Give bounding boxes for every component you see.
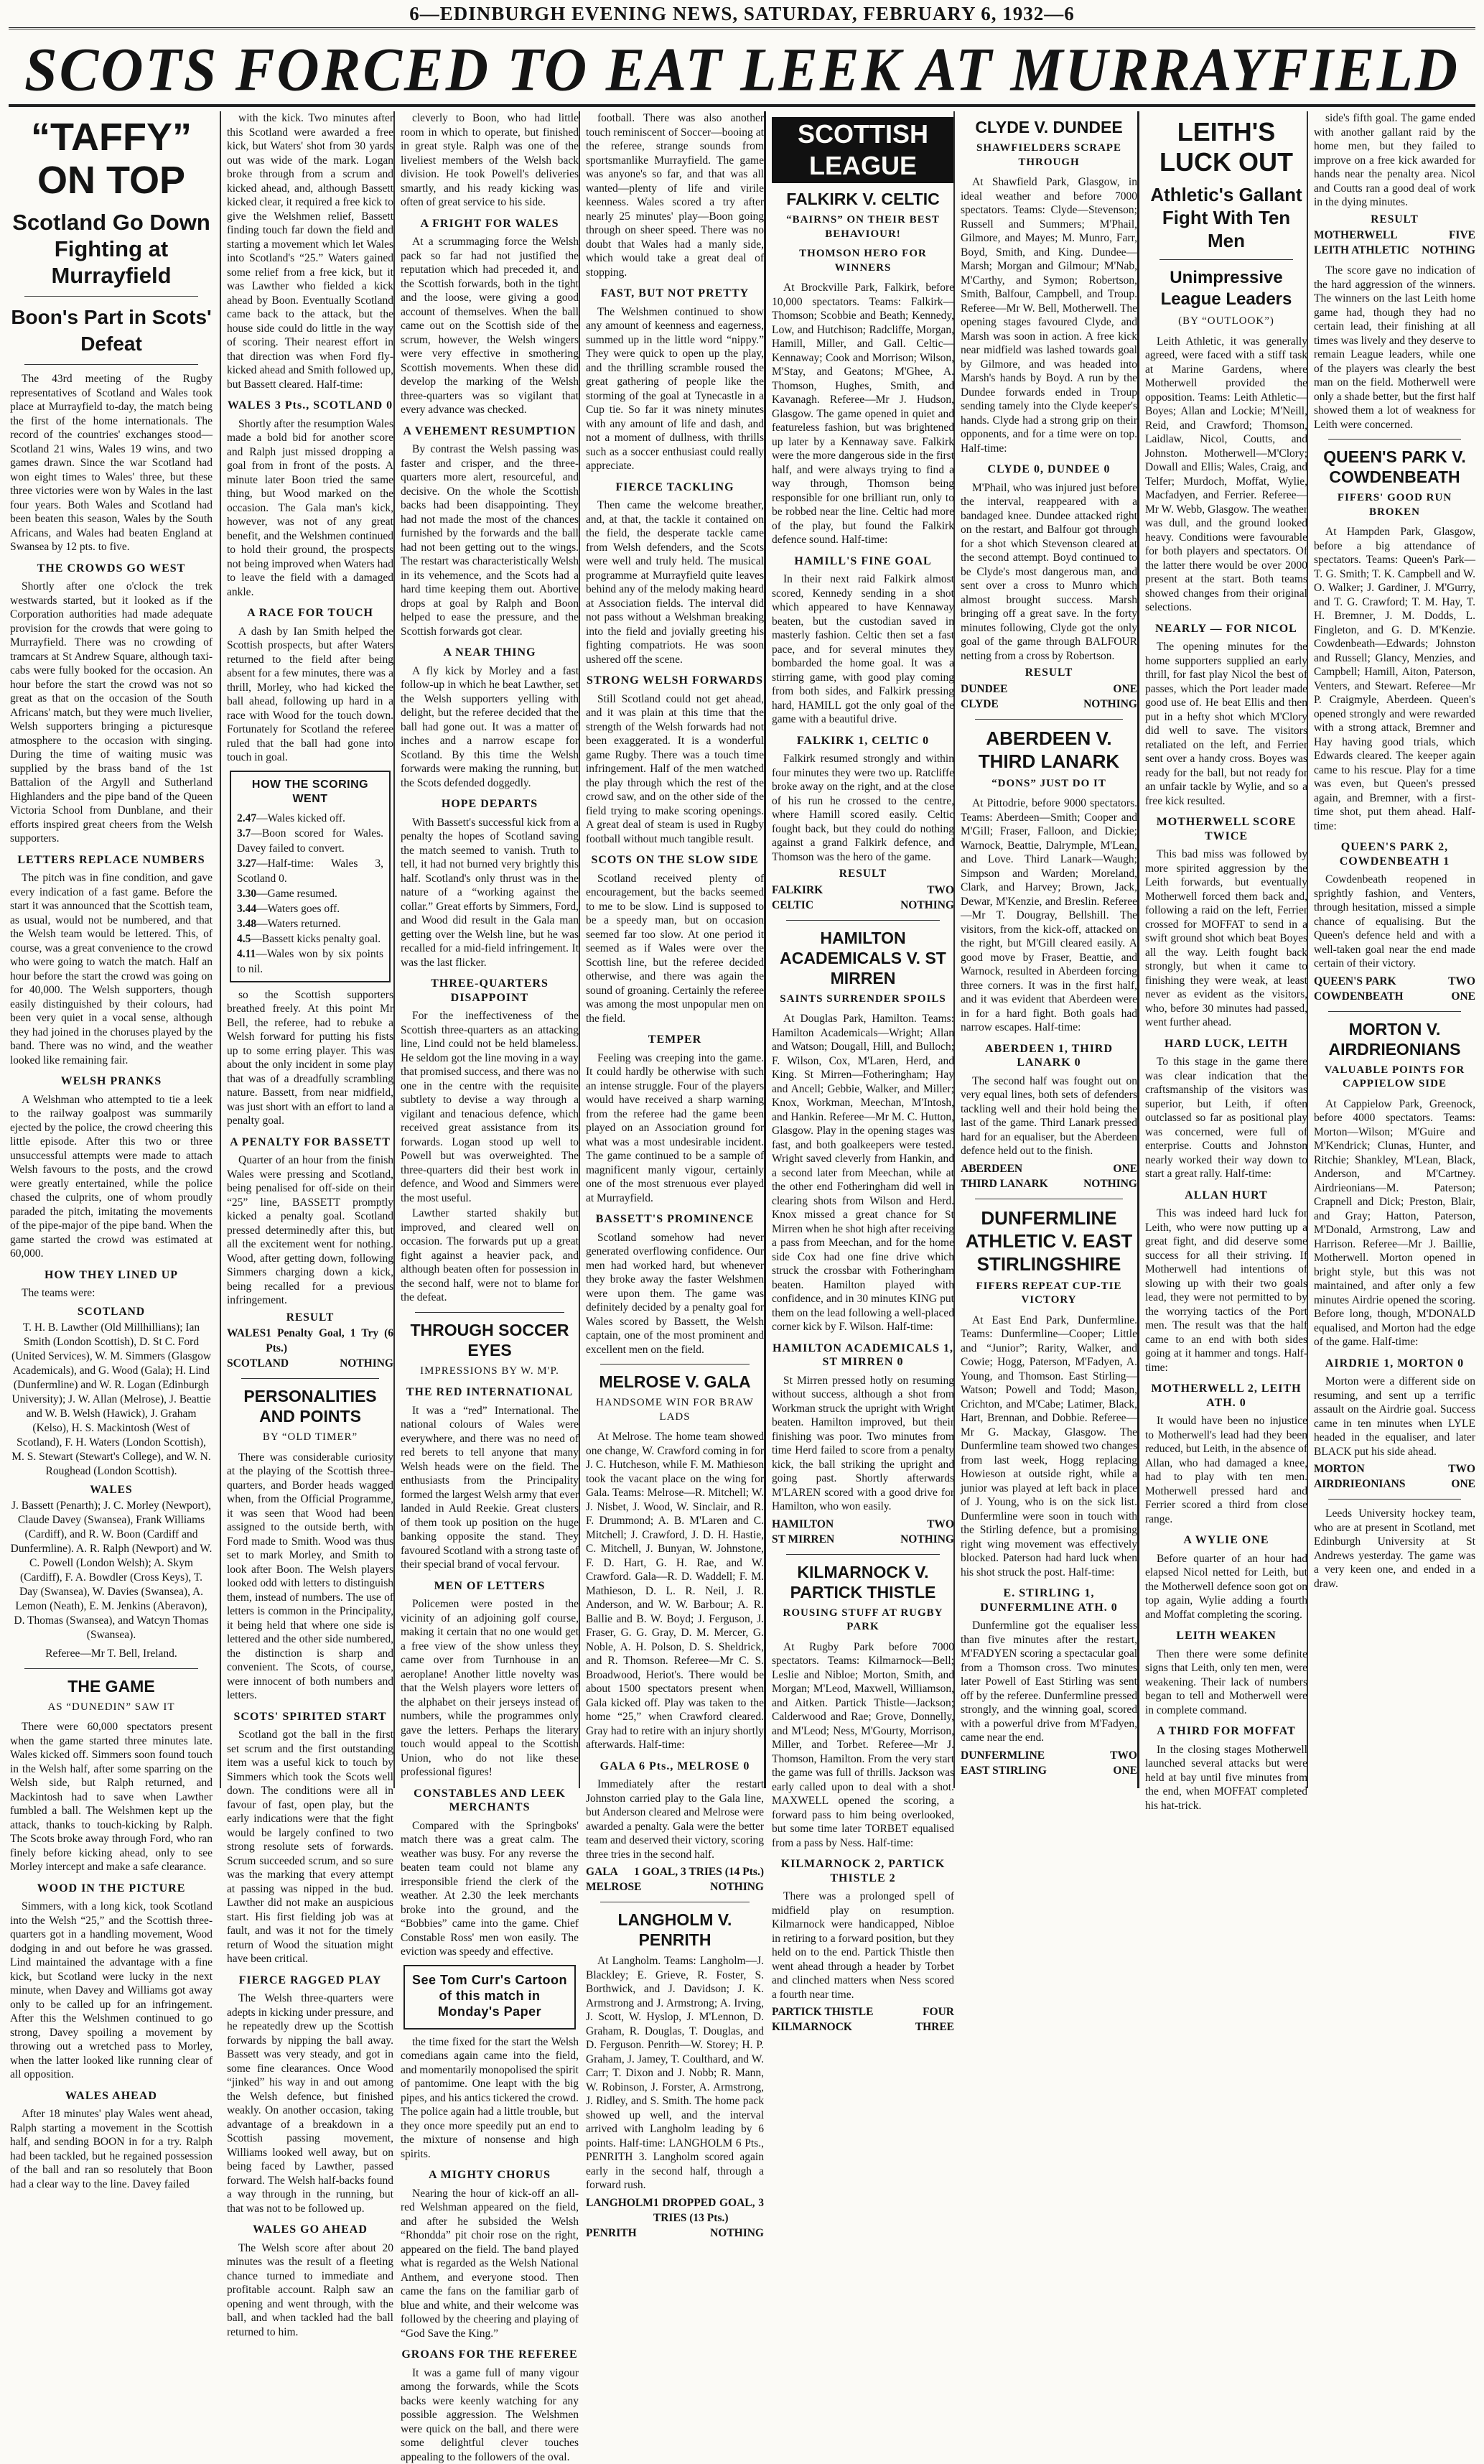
article-paragraph: With Bassett's successful kick from a penalty the hopes of Scotland saving the match seemed to vanish. Truth to tell, it had not burned very brightly this half. Scotland's only thrust was in the nature of a “working against the collar.” Great efforts by Simmers, Ford, and Wood did result in the Gala man getting over the Welsh line, but he was recalled for a mid-field infringement. It was the last flicker. xyxy=(401,816,579,970)
article-paragraph: Still Scotland could not get ahead, and it was plain at this time that the strength of the Welsh forwards had not been exaggerated. It is a wonderful game Rugby. There was a touch time infringement. Half of the men watched the play through which the rest of the crowd saw, and on the other side of the field trying to make scoring openings. A great deal of steam is used in Rugby football without much tangible result. xyxy=(586,692,764,847)
article-paragraph: At Pittodrie, before 9000 spectators. Teams: Aberdeen—Smith; Cooper and M'Gill; Fraser, Falloon, and Dickie; Warnock, Beattie, Dalrymple, M'Lean, and Love. Third Lanark—Waugh; Simpson and Warden; Moreland, Clark, and Harvey; Brown, Jack, Dewar, M'Kenzie, and Breslin. Referee—Mr T. Dougray, Bellshill. The visitors, from the kick-off, attacked on the right, but M'Gill cleared easily. A good move by Fraser, Beattie, and Warnock, resulted in Aberdeen forcing three corners. It was in the first half, and it was evident that Aberdeen were in for a hard fight. Both goals had narrow escapes. Half-time: xyxy=(961,796,1137,1035)
result-row: QUEEN'S PARK TWO xyxy=(1314,974,1475,989)
result-row: LEITH ATHLETIC NOTHING xyxy=(1314,243,1475,258)
result-block xyxy=(586,2195,764,2241)
article-paragraph: At East End Park, Dunfermline. Teams: Dunfermline—Cooper; Little and “Junior”; Rarity, Walker, and Cowie; Hogg, Paterson, M'Fadyen, A. Young, and Thomson. East Stirling—Watson; Powell and Todd; Mason, Crichton, and M'Cabe; Latimer, Black, Hart, Brennan, and Dobbie. Referee—Mr G. Mackay, Glasgow. The Dunfermline team showed two changes from last week, Hogg replacing Howieson at outside right, while a junior was played at left back in place of J. Young, who is on the sick list. Dunfermline were soon in touch with the Stirling defence, but a promising right wing movement was effectively blocked. Paterson had hard luck when his shot struck the post. Half-time: xyxy=(961,1314,1137,1580)
scoring-event: —Waters goes off. xyxy=(256,903,340,915)
article-paragraph: Before quarter of an hour had elapsed Nicol netted for Leith, but the Motherwell defence soon got on top again, Wylie adding a fourth and Moffat completing the scoring. xyxy=(1145,1552,1307,1622)
result-row: LANGHOLM 1 DROPPED GOAL, 3 TRIES (13 Pts.) xyxy=(586,2195,764,2226)
result-row: EAST STIRLING ONE xyxy=(961,1763,1137,1778)
section-head: SCOTS ON THE SLOW SIDE xyxy=(586,853,764,868)
section-head: THE CROWDS GO WEST xyxy=(10,562,213,576)
article-paragraph: It was a “red” International. The national colours of Wales were everywhere, and there was no need of red berets to tell anyone that many Welsh heads were on the field. The enthusiasts from the Principality formed the largest Welsh army that ever landed in Auld Reekie. Great clusters of them took up position on the huge banking opposite the stand. They favoured Scotland with a strong taste of their special brand of vocal fervour. xyxy=(401,1404,579,1572)
rugby-kicker: “TAFFY” ON TOP xyxy=(10,116,213,202)
section-head: MOTHERWELL SCORE TWICE xyxy=(1145,815,1307,843)
scoring-entry xyxy=(237,826,383,856)
article-paragraph: side's fifth goal. The game ended with another gallant raid by the home men, but they failed to improve on a free kick awarded for hands near the penalty area. Nicol and Coutts ran a good deal of work in the dying minutes. xyxy=(1314,111,1475,210)
halftime-score: WALES 3 Pts., SCOTLAND 0 xyxy=(227,399,393,413)
scoring-event: —Bassett kicks penalty goal. xyxy=(251,933,381,945)
section-headline: LANGHOLM V. PENRITH xyxy=(586,1910,764,1950)
match-headline: FALKIRK V. CELTIC xyxy=(772,189,954,209)
match-headline: MORTON V. AIRDRIEONIANS xyxy=(1314,1019,1475,1059)
article-paragraph: At Hampden Park, Glasgow, before a big attendance of spectators. Teams: Queen's Park—T. G. Smith; T. K. Campbell and W. O. Walker; J. Gardiner, J. M'Gurry, and T. G. Crawford; T. M. Hay, T. H. Bremner, J. M. Dodds, L. Fingleton, and G. D. M'Kenzie. Cowdenbeath—Edwards; Johnston and Russell; Glancy, Menzies, and Campbell; Hamill, Aiton, Paterson, Venters, and Stewart. Referee—Mr P. Craigmyle, Aberdeen. Queen's opened strongly and were rewarded with a strong attack, Bremner and Hay having good trials, which Edwards cleared. The keeper again came to his rescue. Play for a time was even, but Queen's pressed again, and Bremner, with a first-time shot, put them ahead. Half-time: xyxy=(1314,525,1475,833)
banner-rule xyxy=(9,104,1475,107)
scoring-entry xyxy=(237,947,383,977)
article-paragraph: There was considerable curiosity at the playing of the Scottish three-quarters, and Border heads wagged when, from the Official Programme, it was seen that Wood had been assigned to the outside berth, with Ford made to Smith. Wood was thus set to mark Morley, and Smith to look after Boon. The Welsh players looked odd with letters to distinguish them, instead of numbers. The use of letters is common in the Principality, it being held that where one side is lettered and the other side numbered, the distinction is sharp and convenient. The Scots, of course, were innocent of both numbers and letters. xyxy=(227,1451,393,1703)
team-players: T. H. B. Lawther (Old Millhillians); Ian Smith (London Scottish), D. St C. Ford (United Services), W. M. Simmers (Glasgow Academicals), and G. Wood (Gala); H. Lind (Dunfermline) and W. R. Logan (Edinburgh University); J. W. Allan (Melrose), J. Beattie and W. B. Welsh (Hawick), J. Graham (Kelso), H. S. Mackintosh (West of Scotland), F. H. Waters (London Scottish), M. S. Stewart (Stewart's College), and W. N. Roughead (London Scottish). xyxy=(11,1321,211,1477)
result-block xyxy=(772,2004,954,2035)
article-paragraph: M'Phail, who was injured just before the interval, reappeared with a bandaged knee. Dundee attacked right on the restart, and Balfour got through for a shot which Stevenson cleared at the second attempt. Boyd continued to be Clyde's most dangerous man, and sent over a cross to Munro which almost brought success. Marsh bringing off a great save. In the forty minutes following, Clyde got the only goal of the game through BALFOUR netting from a cross by Robertson. xyxy=(961,481,1137,664)
column-rugby-4 xyxy=(579,111,764,1788)
result-row: HAMILTON TWO xyxy=(772,1517,954,1532)
team-label: WALES xyxy=(10,1483,213,1497)
team-list-wales xyxy=(10,1483,213,1642)
article-paragraph: The Welshmen continued to show any amount of keenness and eagerness, summed up in the little word “nippy.” They were quick to open up the play, and the thrilling scramble roused the great gathering of people like the storming of the goal at Tynecastle in a Cup tie. So far it was ninety minutes with any amount of life and dash, and not a moment of dullness, with thrills such as a soccer enthusiast could really appreciate. xyxy=(586,305,764,473)
cartoon-notice: See Tom Curr's Cartoon of this match in Monday's Paper xyxy=(411,1972,569,2019)
scoring-entry xyxy=(237,886,383,901)
article-paragraph: There was a prolonged spell of midfield play on resumption. Kilmarnock were handicapped, Nibloe in retiring to a forward position, but they held on to the end. Partick Thistle then went ahead through a header by Torbet and clinched matters when Ness scored a fourth near time. xyxy=(772,1889,954,2002)
divider xyxy=(600,1364,750,1365)
result-block xyxy=(772,1517,954,1547)
scoring-time: 3.27 xyxy=(237,857,256,870)
match-headline: ABERDEEN V. THIRD LANARK xyxy=(961,727,1137,773)
divider xyxy=(415,1312,564,1313)
halftime-score: E. STIRLING 1, DUNFERMLINE ATH. 0 xyxy=(961,1586,1137,1614)
result-block xyxy=(961,1748,1137,1778)
result-block xyxy=(961,1161,1137,1191)
match-headline: DUNFERMLINE ATHLETIC V. EAST STIRLINGSHIRE xyxy=(961,1207,1137,1275)
byline: BY “OLD TIMER” xyxy=(227,1431,393,1445)
article-paragraph: In their next raid Falkirk almost scored, Kennedy sending in a shot which appeared to have Kennaway beaten, but the custodian saved in masterly fashion. Celtic then set a fast pace, and for several minutes they bombarded the home goal. It was a stirring game, with good play coming from both sides, and Falkirk pressing hard, HAMILL got the only goal of the game with a beautiful drive. xyxy=(772,572,954,727)
article-paragraph: At Shawfield Park, Glasgow, in ideal weather and before 7000 spectators. Teams: Clyde—Stevenson; Russell and Summers; M'Phail, Gilmore, and Mayes; M. Munro, Farr, Boyd, Smith, and King. Dundee—Marsh; Morgan and Gilmour; M'Nab, M'Carthy, and Symon; Robertson, Smith, Balfour, Campbell, and Troup. Referee—Mr W. Bell, Motherwell. The opening stages favoured Clyde, and Marsh was soon in action. A free kick near midfield was lashed towards goal by Gilmore, and was headed into Marsh's hands by Boyd. A run by the Dundee forwards ended in Troup sending tamely into the Clyde keeper's hands. Clyde had a strong grip on their opponents, and for a time were on top. Half-time: xyxy=(961,175,1137,455)
scoring-time: 2.47 xyxy=(237,812,256,824)
team-list-scotland xyxy=(10,1305,213,1479)
article-paragraph: Leeds University hockey team, who are at present in Scotland, met Edinburgh University at St Andrews yesterday. The game was a very keen one, and ended in a draw. xyxy=(1314,1507,1475,1591)
result-row: DUNFERMLINE TWO xyxy=(961,1748,1137,1763)
result-row: COWDENBEATH ONE xyxy=(1314,989,1475,1004)
article-paragraph: At Brockville Park, Falkirk, before 10,000 spectators. Teams: Falkirk—Thomson; Scobbie and Beath; Kennedy, Low, and Hutchison; Radcliffe, Morgan, Hamill, Miller, and Gall. Celtic—Kennaway; Cook and Morrison; Wilson, M'Stay, and Geatons; M'Ghee, A. Thomson, Hughes, Smith, and Kavanagh. Referee—Mr J. Hudson, Glasgow. The game opened in quiet and featureless fashion, but was brightened up later by a Kennaway save. Falkirk were the more dangerous side in the first half, and were always trying to find a way through, Thomson being responsible for one brilliant run, only to be robbed near the line. Celtic had more of the play, but found the Falkirk defence sound. Half-time: xyxy=(772,281,954,547)
divider xyxy=(975,719,1123,720)
halftime-score: ABERDEEN 1, THIRD LANARK 0 xyxy=(961,1042,1137,1070)
result-row: SCOTLAND NOTHING xyxy=(227,1356,393,1371)
section-head: HARD LUCK, LEITH xyxy=(1145,1037,1307,1051)
byline: AS “DUNEDIN” SAW IT xyxy=(10,1701,213,1715)
cartoon-notice-box xyxy=(403,1965,576,2030)
halftime-score: CLYDE 0, DUNDEE 0 xyxy=(961,462,1137,477)
scoring-time: 4.11 xyxy=(237,948,256,960)
article-paragraph: At Rugby Park before 7000 spectators. Teams: Kilmarnock—Bell; Leslie and Nibloe; Morton, Smith, and Morgan; M'Leod, Maxwell, Williamson, and Aitken. Partick Thistle—Jackson; Calderwood and Rae; Grove, Donnelly, and M'Leod; Ness, M'Gourty, Morrison, Miller, and Torbet. Referee—Mr J. Thomson, Hamilton. From the very start the game was full of thrills. Jackson was early called upon to deal with a shot. MAXWELL opened the scoring, a forward pass to him being overlooked, but some time later TORBET equalised from a pass by Ness. Half-time: xyxy=(772,1640,954,1851)
article-paragraph: football. There was also another touch reminiscent of Soccer—booing at the referee, strange sounds from sportsmanlike Murrayfield. The game was anyone's so far, and that was all wanted—plenty of life and virile keenness. Wales scored a try after nearly 25 minutes' play—Boon going through on sheer speed. There was no doubt that Wales had a manly side, which would take a great deal of stopping. xyxy=(586,111,764,279)
section-head: A RACE FOR TOUCH xyxy=(227,606,393,620)
halftime-score: MOTHERWELL 2, LEITH ATH. 0 xyxy=(1145,1382,1307,1410)
banner-headline: SCOTS FORCED TO EAT LEEK AT MURRAYFIELD xyxy=(0,34,1484,106)
scoring-entry xyxy=(237,901,383,916)
article-paragraph: There were 60,000 spectators present when the game started three minutes late. Wales kicked off. Simmers soon found touch in the Welsh half, after some sparring on the Welsh side, but Ralph returned, and Mackintosh had to save when Lawther fumbled a ball. The Welshmen kept up the attack, thanks to touch-kicking by Ralph. The Scots broke away through Ford, who ran finely before kicking ahead, only to see Morley intercept and make a safe clearance. xyxy=(10,1720,213,1874)
article-paragraph: Shortly after the resumption Wales made a bold bid for another score and Ralph just missed dropping a goal from in front of the posts. A minute later Boon tried the same thing, but Wood marked on the occasion. The Gala man's kick, however, was not of any great benefit, and the Welshmen continued to hold their ground, the prospects not being improved when Waters had to leave the field with a damaged ankle. xyxy=(227,417,393,600)
divider xyxy=(24,296,198,297)
section-head: HOPE DEPARTS xyxy=(401,797,579,812)
section-head: MEN OF LETTERS xyxy=(401,1579,579,1594)
article-paragraph: A Welshman who attempted to tie a leek to the railway goalpost was summarily ejected by the police, the crowd cheering this little episode. After this two or three unsuccessful attempts were made to attach Welsh favours to the posts, and the crowd were greatly entertained, while the police chased the culprits, one of whom proudly paraded the pitch, imitating the movements of the pipe-major of the pipe band. When the game started the crowd was estimated at 60,000. xyxy=(10,1093,213,1261)
folio-rule xyxy=(9,27,1475,29)
article-paragraph: cleverly to Boon, who had little room in which to operate, but finished in great style. Ralph was one of the liveliest members of the Welsh back division. He took Powell's deliveries smartly, and his ready kicking was often of great service to his side. xyxy=(401,111,579,210)
section-head: LETTERS REPLACE NUMBERS xyxy=(10,853,213,868)
team-players: J. Bassett (Penarth); J. C. Morley (Newport), Claude Davey (Swansea), Frank Williams (Cardiff), and R. W. Boon (Cardiff and Dunfermline). A. R. Ralph (Newport) and W. C. Powell (London Welsh); A. Skym (Cardiff), F. A. Bowdler (Cross Keys), T. Day (Swansea), W. Davies (Swansea), A. Lemon (Neath), E. M. Jenkins (Aberavon), D. Thomas (Swansea), and Watcyn Thomas (Swansea). xyxy=(11,1500,213,1641)
section-head: FIERCE TACKLING xyxy=(586,480,764,495)
article-paragraph: The opening minutes for the home supporters supplied an early thrill, for fast play Nicol the best of passes, which the Port leader made good use of. He beat Ellis and then put in a hefty shot which M'Clory did well to save. The visitors retaliated on the left, and Ferrier sent over a handy cross. Boyes was ready for the ball, but not ready for an unfair tackle by Wylie, and so a free kick resulted. xyxy=(1145,640,1307,808)
article-paragraph: Quarter of an hour from the finish Wales were pressing and Scotland, being penalised for off-side on their “25” line, BASSETT promptly kicked a penalty goal. Scotland pressed determinedly after this, but all the excitement went for nothing. Wood, after getting down, following Simmers charging down a kick, being recalled for a previous infringement. xyxy=(227,1153,393,1308)
column-rugby-1 xyxy=(10,111,213,1788)
section-head: BASSETT'S PROMINENCE xyxy=(586,1212,764,1227)
divider xyxy=(1328,439,1461,440)
article-paragraph: The teams were: xyxy=(10,1286,213,1301)
section-head: A THIRD FOR MOFFAT xyxy=(1145,1724,1307,1739)
section-head: A MIGHTY CHORUS xyxy=(401,2168,579,2182)
article-paragraph: It would have been no injustice to Motherwell's lead had they been reduced, but Leith, in the absence of Allan, who had damaged a knee, had to play with ten men. Motherwell pressed hard and Ferrier scored a third from close range. xyxy=(1145,1414,1307,1526)
scoring-event: —Waters returned. xyxy=(256,918,341,930)
section-head: HOW THEY LINED UP xyxy=(10,1268,213,1283)
scoring-entry xyxy=(237,931,383,947)
article-paragraph: At Melrose. The home team showed one change, W. Crawford coming in for J. C. Hutcheson, while F. M. Mathieson took the vacant place on the wing for Gala. Teams: Melrose—R. Mitchell; W. J. Nisbet, J. Wood, W. Sinclair, and R. F. Drummond; A. B. M'Laren and C. Mitchell; J. Crawford, J. D. H. Hastie, C. Mitchell, J. Bunyan, W. Johnstone, F. D. Hart, G. H. Rae, and W. Crawford. Gala—R. D. Waddell; F. M. Mathieson, D. L. R. Neil, J. R. Anderson, and W. W. Barbour; A. R. Ballie and B. W. Boyd; J. Ferguson, J. Fraser, G. G. Gray, D. M. Mercer, G. Noble, A. H. Polson, D. S. Sheldrick, and R. Thomson. Referee—Mr C. S. Broadwood, Heriot's. There would be about 1500 spectators present when Gala kicked off. Play was taken to the home “25,” when Crawford cleared. Gray had to retire with an injury shortly afterwards. Half-time: xyxy=(586,1430,764,1752)
result-row: PARTICK THISTLE FOUR xyxy=(772,2004,954,2019)
scoring-entry xyxy=(237,811,383,826)
column-leith-2 xyxy=(1307,111,1475,1788)
column-rugby-3 xyxy=(393,111,579,1788)
article-paragraph: Then there were some definite signs that Leith, only ten men, were weakening. Their lack of numbers began to tell and Motherwell were in complete command. xyxy=(1145,1647,1307,1718)
article-paragraph: the time fixed for the start the Welsh comedians again came into the field, and momentarily monopolised the spirit of pantomime. One leapt with the big pipes, and his antics tickered the crowd. The police again had a little trouble, but they once more speedily put an end to the mixture of nonsense and high spirits. xyxy=(401,2035,579,2162)
article-paragraph: At Cappielow Park, Greenock, before 4000 spectators. Teams: Morton—Wilson; M'Guire and M'Kendrick; Clunas, Hunter, and Ritchie; Shankley, M'Lean, Black, Anderson, and M'Cartney. Airdrieonians—M. Paterson; Crapnell and Dick; Preston, Blair, and Gray; Hatton, Paterson, M'Donald, Armstrong, Law and Harrison. Referee—Mr J. Baillie, Motherwell. Morton opened in bright style, but this was not maintained, and after only a few minutes Airdrie opened the scoring. Before long, though, M'DONALD equalised, and Morton had the edge of the game. Half-time: xyxy=(1314,1097,1475,1349)
scoring-time: 3.30 xyxy=(237,888,256,900)
match-subhead: FIFERS' GOOD RUN BROKEN xyxy=(1314,491,1475,519)
result-row: ABERDEEN ONE xyxy=(961,1161,1137,1176)
article-paragraph: Dunfermline got the equaliser less than five minutes after the restart, M'FADYEN scoring a spectacular goal from a Thomson cross. Two minutes later Powell of East Stirling was sent off by the referee. Dunfermline pressed strongly, and the winning goal, scored with a powerful drive from M'Fadyen, came near the end. xyxy=(961,1619,1137,1745)
match-subhead: SAINTS SURRENDER SPOILS xyxy=(772,992,954,1007)
result-row: PENRITH NOTHING xyxy=(586,2226,764,2241)
section-headline: PERSONALITIES AND POINTS xyxy=(227,1386,393,1426)
halftime-score: HAMILTON ACADEMICALS 1, ST MIRREN 0 xyxy=(772,1342,954,1370)
league-banner: SCOTTISH LEAGUE xyxy=(772,117,954,183)
result-block xyxy=(772,867,954,913)
scoring-box-title: HOW THE SCORING WENT xyxy=(237,778,383,806)
result-label: RESULT xyxy=(227,1311,393,1325)
result-row: DUNDEE ONE xyxy=(961,682,1137,697)
result-row: GALA 1 GOAL, 3 TRIES (14 Pts.) xyxy=(586,1864,764,1879)
result-row: ST MIRREN NOTHING xyxy=(772,1532,954,1547)
section-head: CONSTABLES AND LEEK MERCHANTS xyxy=(401,1787,579,1815)
leith-headline: LEITH'S LUCK OUT xyxy=(1145,117,1307,177)
rugby-subheadline: Boon's Part in Scots' Defeat xyxy=(10,304,213,357)
section-head: WELSH PRANKS xyxy=(10,1074,213,1089)
article-paragraph: The Welsh three-quarters were adepts in kicking under pressure, and he repeatedly drew up the Scottish forwards by nipping the ball away. Bassett was very steady, and got in some fine clearances. Once Wood “jinked” his way in and out among the Welsh defence, but finished weakly. On another occasion, taking advantage of a breakdown in a Scottish passing movement, Williams looked well away, but on being faced by Lawther, passed forward. The Welsh half-backs found a way through in the running, but that was not to be followed up. xyxy=(227,1991,393,2216)
article-paragraph: It was a game full of many vigour among the forwards, while the Scots backs were keenly watching for any possible aggression. The Welshmen were quick on the ball, and there were some delightful clever touches appealing to the followers of the oval. xyxy=(401,2366,579,2464)
section-head: TEMPER xyxy=(586,1033,764,1047)
match-headline: QUEEN'S PARK V. COWDENBEATH xyxy=(1314,447,1475,487)
result-row: CELTIC NOTHING xyxy=(772,898,954,913)
divider xyxy=(24,1668,198,1669)
article-paragraph: Simmers, with a long kick, took Scotland into the Welsh “25,” and the Scottish three-quarters got in a handling movement, Wood dodging in and out before he was grassed. Lind maintained the advantage with a fine kick, but Scotland were lucky in the next minute, when Davey and Williams got away only to be called up for an infringement. After this the Welshmen continued to go strong, Davey spoiling a movement by throwing out a wretched pass to Morley, when the latter looked like running clear of all opposition. xyxy=(10,1900,213,2082)
section-head: NEARLY — FOR NICOL xyxy=(1145,622,1307,636)
result-label: RESULT xyxy=(961,666,1137,680)
result-row: MORTON TWO xyxy=(1314,1461,1475,1477)
rugby-headline: Scotland Go Down Fighting at Murrayfield xyxy=(10,209,213,289)
result-row: MOTHERWELL FIVE xyxy=(1314,228,1475,243)
section-head: HAMILL'S FINE GOAL xyxy=(772,554,954,569)
halftime-score: GALA 6 Pts., MELROSE 0 xyxy=(586,1759,764,1774)
article-paragraph: A fly kick by Morley and a fast follow-up in which he beat Lawther, set the Welsh supporters yelling with delight, but the referee decided that the ball had gone out. It was a matter of inches and a narrow escape for Scotland. By this time the Welsh forwards were making the running, but the Scots defended doggedly. xyxy=(401,664,579,791)
scoring-entry xyxy=(237,916,383,931)
halftime-score: AIRDRIE 1, MORTON 0 xyxy=(1314,1357,1475,1371)
article-paragraph: Scotland received plenty of encouragement, but the backs seemed to me to be slow. Lind is supposed to be a speedy man, but on occasion seemed far too slow. At one period it seemed as if Wales were over the Scottish line, but the referee decided otherwise, and there was again the sound of groaning. Certainly the referee was among the most unpopular men on the field. xyxy=(586,872,764,1026)
result-row: CLYDE NOTHING xyxy=(961,697,1137,712)
article-paragraph: After 18 minutes' play Wales went ahead, Ralph starting a movement in the Scottish half, and sending BOON in for a try. Ralph had been tackled, but he regained possession of the ball and ran so resolutely that Boon had a clear way to the line. Davey failed xyxy=(10,2107,213,2191)
leith-subheadline: Unimpressive League Leaders xyxy=(1145,267,1307,310)
article-paragraph: with the kick. Two minutes after this Scotland were awarded a free kick, but Waters' shot from 30 yards out was wide of the mark. Logan broke through from a scrum and kicked ahead, and, although Bassett kicked clear, it required a free kick to give the Welshmen relief, Bassett finding touch far down the field and starting a movement which let Wales into Scotland's “25.” Waters gained some relief from a free kick, but it was Lawther who fielded a kick ahead by Boon. Eventually Scotland came back to the attack, but the house side could do little in the way of scoring. Their nearest effort in that direction was when Ford fly-kicked ahead and Smith followed up, but Bassett cleared. Half-time: xyxy=(227,111,393,391)
match-subhead: ROUSING STUFF AT RUGBY PARK xyxy=(772,1607,954,1635)
scoring-event: —Boon scored for Wales. Davey failed to convert. xyxy=(237,827,383,855)
section-head: SCOTS' SPIRITED START xyxy=(227,1710,393,1724)
byline: HANDSOME WIN FOR BRAW LADS xyxy=(586,1396,764,1424)
section-head: WALES AHEAD xyxy=(10,2089,213,2103)
article-paragraph: Scotland somehow had never generated overflowing confidence. Our men had worked hard, but whenever they broke away the faster Welshmen were upon them. The game was definitely decided by a penalty goal for Wales scored by Bassett, the Welsh captain, one of the most prominent and excellent men on the field. xyxy=(586,1231,764,1357)
scoring-time: 3.7 xyxy=(237,827,251,840)
scoring-entry xyxy=(237,856,383,886)
match-headline: CLYDE V. DUNDEE xyxy=(961,117,1137,137)
scoring-event: —Wales won by six points to nil. xyxy=(237,948,383,975)
section-headline: THROUGH SOCCER EYES xyxy=(401,1320,579,1360)
article-paragraph: At Langholm. Teams: Langholm—J. Blackley; E. Grieve, R. Foster, S. Borthwick, and J. Davidson; J. K. Armstrong and J. Armstrong; A. Irving, J. Scott, W. Hyslop, J. M'Lennon, D. Graham, R. Douglas, T. Douglas, and D. Ferguson. Penrith—W. Storey; H. P. Graham, J. Jamey, T. Coulthard, and W. Carr; T. Dixon and J. Nobb; R. Mann, W. Robinson, J. Forster, A. Armstrong, J. Ridley, and S. Smith. The home pack showed up well, and the interval arrived with Langholm leading by 6 points. Half-time: LANGHOLM 6 Pts., PENRITH 3. Langholm scored again early in the second half, through a forward rush. xyxy=(586,1954,764,2193)
article-paragraph: Compared with the Springboks' match there was a great calm. The weather was busy. For any reverse the beaten team could not blame any irresponsible friend the clerk of the weather. At 2.30 the leek merchants broke into the ground, and the “Bobbies” came into the game. Chief Constable Ross' men won easily. The eviction was speedy and effective. xyxy=(401,1819,579,1959)
referee-line: Referee—Mr T. Bell, Ireland. xyxy=(10,1647,213,1661)
leith-subheadline: Athletic's Gallant Fight With Ten Men xyxy=(1145,183,1307,252)
match-headline: HAMILTON ACADEMICALS V. ST MIRREN xyxy=(772,928,954,988)
article-paragraph: Nearing the hour of kick-off an all-red Welshman appeared on the field, and after he subsided the Welsh “Rhondda” pit choir rose on the right, appeared on the field. The band played what is regarded as the Welsh National Anthem, and everyone stood. Then came the fans on the familiar garb of blue and white, and their welcome was followed by the cheering and playing of “God Save the King.” xyxy=(401,2187,579,2341)
divider xyxy=(786,1554,940,1555)
article-paragraph: The Welsh score after about 20 minutes was the result of a fleeting chance turned to immediate and profitable account. Ralph saw an opening and went through, with the ball, and when tackled had the ball returned to him. xyxy=(227,2241,393,2340)
section-head: ALLAN HURT xyxy=(1145,1189,1307,1203)
section-headline: THE GAME xyxy=(10,1676,213,1696)
match-subhead: SHAWFIELDERS SCRAPE THROUGH xyxy=(961,141,1137,169)
scoring-time: 3.44 xyxy=(237,903,256,915)
scoring-box xyxy=(230,771,391,982)
section-head: STRONG WELSH FORWARDS xyxy=(586,674,764,688)
section-head: A PENALTY FOR BASSETT xyxy=(227,1135,393,1150)
result-row: AIRDRIEONIANS ONE xyxy=(1314,1477,1475,1492)
match-subhead: THOMSON HERO FOR WINNERS xyxy=(772,247,954,275)
divider xyxy=(1328,1011,1461,1012)
result-block xyxy=(1314,1461,1475,1492)
divider xyxy=(241,1378,379,1379)
article-paragraph: To this stage in the game there was clear indication that the craftsmanship of the visitors was superior, but Leith, if often outclassed so far as positional play was concerned, were full of enterprise. Coutts and Johnston nearly worked their way down to start a great rally. Half-time: xyxy=(1145,1055,1307,1181)
section-head: LEITH WEAKEN xyxy=(1145,1629,1307,1643)
article-paragraph: Policemen were posted in the vicinity of an adjoining golf course, making it certain that no one would get a free view of the show unless they came over from Turnhouse in an aeroplane! Another little novelty was that the Welsh players wore letters of the alphabet on their jerseys instead of numbers, while the programmes only gave the letters. Perhaps the literary touch would appeal to the Scottish Union, who do not like these professional figures! xyxy=(401,1597,579,1780)
article-paragraph: Immediately after the restart Johnston carried play to the Gala line, but Anderson cleared and Melrose were awarded a penalty. Gala were the better team and deserved their victory, scoring three tries in the second half. xyxy=(586,1777,764,1861)
scoring-list xyxy=(237,811,383,977)
result-label: RESULT xyxy=(772,867,954,881)
match-headline: KILMARNOCK V. PARTICK THISTLE xyxy=(772,1562,954,1602)
article-paragraph: For the ineffectiveness of the Scottish three-quarters as an attacking line, Lind could not be held blameless. He seldom got the line moving in a way that promised success, and there was no one in the centre with the requisite subtlety to devise a way through a vigilant and tenacious defence, which received great assistance from its forwards. Logan stood up well to Powell but was overweighted. The three-quarters did their best work in defence, and Wood and Simmers were the most useful. xyxy=(401,1009,579,1205)
article-paragraph: A dash by Ian Smith helped the Scottish prospects, but after Waters returned to the field after being absent for a few minutes, there was a thrill, Morley, who had kicked the ball ahead, following up hard in a race with Wood for the touch down. Fortunately for Scotland the referee ruled that the ball had gone into touch in goal. xyxy=(227,625,393,765)
halftime-score: QUEEN'S PARK 2, COWDENBEATH 1 xyxy=(1314,840,1475,868)
section-head: FAST, BUT NOT PRETTY xyxy=(586,287,764,301)
article-paragraph: By contrast the Welsh passing was faster and crisper, and the three-quarters more alert, resourceful, and decisive. On the whole the Scottish backs had been disappointing. They had not made the most of the chances furnished by the forwards and the ball had not been getting out to the wings. The restart was characteristically Welsh in its vehemence, and the Scots had a hard time keeping them out. Abortive drops at goal by Ralph and Boon helped to ease the pressure, and the Scottish forwards got clear. xyxy=(401,442,579,638)
section-head: FIERCE RAGGED PLAY xyxy=(227,1973,393,1988)
article-paragraph: At Douglas Park, Hamilton. Teams: Hamilton Academicals—Wright; Allan and Watson; Dougall, Hill, and Bulloch; F. Wilson, Cox, M'Laren, Herd, and King. St Mirren—Fotheringham; Hay and Ancell; Gebbie, Walker, and Miller; Knox, Workman, Meechan, M'Intosh, and Hankin. Referee—Mr M. C. Hutton, Glasgow. Play in the opening stages was fast, and both goalkeepers were tested. Wright saved cleverly from Hankin, and a second later from Meechan, while at the other end Fotheringham did well in clearing shots from Wilson and Herd. Knox missed a great chance for St Mirren when he shot high after receiving a pass from Meechan, and for the home side Cox had one fine drive which struck the crossbar with Fotheringham beaten. Hamilton played with confidence, and in 30 minutes KING put them on the lead following a well-placed corner kick by F. Wilson. Half-time: xyxy=(772,1012,954,1334)
result-row: WALES 1 Penalty Goal, 1 Try (6 Pts.) xyxy=(227,1326,393,1356)
section-head: GROANS FOR THE REFEREE xyxy=(401,2348,579,2362)
result-row: THIRD LANARK NOTHING xyxy=(961,1176,1137,1191)
section-headline: MELROSE V. GALA xyxy=(586,1372,764,1392)
rugby-intro: The 43rd meeting of the Rugby representatives of Scotland and Wales took place at Murrayfield to-day, the match being the first of the home internationals. The record of the countries' exchanges stood—Scotland 21 wins, Wales 19 wins, and two games drawn. Since the war Scotland had won eight times to Wales' three, but these three victories were won by Wales in the last four years. Both Wales and Scotland had been beaten this season, Wales by the South Africans, and Wales had beaten England at Swansea by 12 pts. to five. xyxy=(10,372,213,554)
article-paragraph: Shortly after one o'clock the trek westwards started, but it looked as if the Corporation authorities had made adequate provision for the crowds that were going to Murrayfield. There was no crowding of tramcars at St Andrew Square, although taxi-cabs were fully booked for the occasion. An hour before the start the crowd was not so great as that on the occasion of the South Africans' match, but they were much livelier, Welsh supporters bringing a picturesque atmosphere to the occasion with singing. During the time of waiting music was supplied by the brass band of the 1st Battalion of the Argyll and Sutherland Highlanders and the pipe band of the Queen Victoria School from Dunblane, and their efforts inspired great cheers from the Welsh supporters. xyxy=(10,580,213,846)
divider xyxy=(1159,259,1293,260)
section-head: A WYLIE ONE xyxy=(1145,1533,1307,1548)
scoring-time: 3.48 xyxy=(237,918,256,930)
byline: (BY “OUTLOOK”) xyxy=(1145,315,1307,329)
team-label: SCOTLAND xyxy=(10,1305,213,1319)
section-head: A FRIGHT FOR WALES xyxy=(401,217,579,231)
article-paragraph: Feeling was creeping into the game. It could hardly be otherwise with such an intense struggle. Four of the players would have received a sharp warning from the referee had the game been played on an Association ground for what was a most undesirable incident. The game continued to be a sample of magnificent manly vigour, certainly one of the most strenuous ever played at Murrayfield. xyxy=(586,1051,764,1206)
column-leith-1 xyxy=(1137,111,1307,1788)
result-block xyxy=(227,1311,393,1372)
column-league-1 xyxy=(764,111,954,1788)
column-rugby-2 xyxy=(220,111,393,1788)
article-paragraph: In the closing stages Motherwell launched several attacks but were held at bay until five minutes from the end, when MOFFAT completed his hat-trick. xyxy=(1145,1743,1307,1813)
article-paragraph: St Mirren pressed hotly on resuming without success, although a shot from Workman struck the upright with Wright beaten. Hamilton improved, but their finishing was poor. Two minutes from time Herd failed to score from a penalty kick, the ball striking the upright and going past. Shortly afterwards M'LAREN scored with a good drive for Hamilton, who won easily. xyxy=(772,1374,954,1514)
halftime-score: KILMARNOCK 2, PARTICK THISTLE 2 xyxy=(772,1857,954,1885)
article-paragraph: Cowdenbeath reopened in sprightly fashion, and Venters, through hesitation, missed a simple chance of equalising. But the Queen's defence held and with a well-taken goal near the end made certain of their victory. xyxy=(1314,873,1475,971)
article-paragraph: The pitch was in fine condition, and gave every indication of a fast game. Before the start it was announced that the Scottish team, as usual, would not be numbered, and that the Welsh team would be lettered. This, of course, was a great convenience to the crowd who were going to watch the match. Half an hour before the start the crowd was going on for 40,000. The Welsh supporters, though easily distinguished by their colours, had been very quiet in a vocal sense, although they had joined in the choruses played by the band. There was no wind, and the weather looked like remaining fair. xyxy=(10,871,213,1067)
section-head: A NEAR THING xyxy=(401,646,579,660)
scoring-event: —Half-time: Wales 3, Scotland 0. xyxy=(237,857,383,885)
scoring-time: 4.5 xyxy=(237,933,251,945)
section-head: A VEHEMENT RESUMPTION xyxy=(401,424,579,439)
section-head: WALES GO AHEAD xyxy=(227,2223,393,2237)
folio-line: 6—EDINBURGH EVENING NEWS, SATURDAY, FEBRUARY 6, 1932—6 xyxy=(0,3,1484,25)
article-paragraph: so the Scottish supporters breathed freely. At this point Mr Bell, the referee, had to rebuke a Welsh forward for putting his fists up to some erring player. This was about the only incident in some play that was of a dreadfully scrambling nature. Bassett, from near midfield, was just short with an effort to land a penalty goal. xyxy=(227,988,393,1128)
result-label: RESULT xyxy=(1314,213,1475,227)
result-block xyxy=(961,666,1137,712)
result-block xyxy=(1314,213,1475,259)
article-paragraph: The second half was fought out on very equal lines, both sets of defenders tackling well and their hold being the last of the game. Third Lanark pressed hard for an equaliser, but the Aberdeen defence held out to the finish. xyxy=(961,1074,1137,1158)
article-paragraph: Lawther started shakily but improved, and cleared well on occasion. The forwards put up a great fight against a heavier pack, and although beaten often for possession in the second half, were not to blame for the defeat. xyxy=(401,1207,579,1305)
article-paragraph: The score gave no indication of the hard aggression of the winners. The winners on the last Leith home game had, though they had no certain lead, their finishing at all times was lively and they deserve to remain League leaders, while one of the players was clearly the best man on the field. Motherwell were only a shade better, but the first half showed them a lot of weakness for Leith were concerned. xyxy=(1314,264,1475,432)
result-row: KILMARNOCK THREE xyxy=(772,2019,954,2035)
result-block xyxy=(1314,974,1475,1004)
article-paragraph: This bad miss was followed by more spirited aggression by the Leith forwards, but eventually Motherwell forced them back and, following a raid on the left, Ferrier crossed for MOFFAT to send in a swift ground shot which beat Boyes all the way. Leith fought back strongly, but when it came to finishing they were weak, at least never as evident as the visitors, who, before 30 minutes had passed, went further ahead. xyxy=(1145,847,1307,1030)
match-subhead: VALUABLE POINTS FOR CAPPIELOW SIDE xyxy=(1314,1064,1475,1092)
article-paragraph: Falkirk resumed strongly and within four minutes they were two up. Ratcliffe broke away on the right, and at the close of his run he crossed to the centre, where Hamill scored easily. Celtic fought back, but they could do nothing against a grand Falkirk defence, and Thomson was the hero of the game. xyxy=(772,752,954,864)
scoring-event: —Wales kicked off. xyxy=(256,812,345,824)
section-head: THREE-QUARTERS DISAPPOINT xyxy=(401,977,579,1005)
divider xyxy=(24,364,198,365)
article-paragraph: This was indeed hard luck for Leith, who were now putting up a great fight, and did deserve some success for all their striving. If Motherwell had intentions of slowing up with their two goals lead, they were not permitted to by the worrying tactics of the Port men. The result was that the half came to an end with both sides going at it hammer and tongs. Half-time: xyxy=(1145,1207,1307,1375)
match-subhead: “DONS” JUST DO IT xyxy=(961,777,1137,791)
section-head: WOOD IN THE PICTURE xyxy=(10,1882,213,1896)
article-paragraph: Leith Athletic, it was generally agreed, were faced with a stiff task at Marine Gardens, where Motherwell provided the opposition. Teams: Leith Athletic—Boyes; Allan and Lockie; M'Neill, Reid, and Crawford; Thomson, Laidlaw, Nicol, Coutts, and Johnston. Motherwell—M'Clory; Dowall and Ellis; Wales, Craig, and Telfer; Murdoch, Moffat, Wylie, Macfadyen, and Ferrier. Referee—Mr W. Webb, Glasgow. The weather was dull, and the ground looked heavy. Conditions were favourable for both players and spectators. Of the latter there would be over 2000 present at the start. Both teams showed changes from their original selections. xyxy=(1145,335,1307,615)
section-head: THE RED INTERNATIONAL xyxy=(401,1385,579,1400)
divider xyxy=(786,920,940,921)
column-league-2 xyxy=(953,111,1137,1788)
match-subhead: “BAIRNS” ON THEIR BEST BEHAVIOUR! xyxy=(772,213,954,241)
result-row: FALKIRK TWO xyxy=(772,883,954,898)
byline: IMPRESSIONS BY W. M'P. xyxy=(401,1365,579,1379)
article-paragraph: Then came the welcome breather, and, at that, the tackle it contained on the field, the desperate tackle came from Welsh defenders, and the Scots were well and truly held. The musical programme at Murrayfield quite leaves behind any of the melody making heard at Association fields. The interval did not pass without a Welshman breaking into the field and jovially greeting his fighting compatriots. He was soon ushered off the scene. xyxy=(586,498,764,666)
halftime-score: FALKIRK 1, CELTIC 0 xyxy=(772,734,954,748)
article-paragraph: Morton were a different side on resuming, and sent up a terrific assault on the Airdrie goal. Success came in ten minutes when LYLE headed in the equaliser, and later BLACK put his side ahead. xyxy=(1314,1375,1475,1459)
match-subhead: FIFERS REPEAT CUP-TIE VICTORY xyxy=(961,1280,1137,1308)
divider xyxy=(1328,1499,1461,1500)
result-block xyxy=(586,1864,764,1895)
result-row: MELROSE NOTHING xyxy=(586,1879,764,1895)
article-paragraph: Scotland got the ball in the first set scrum and the first outstanding item was a useful kick to touch by Simmers which took the Scots well down. The conditions were all in favour of fast, open play, but the early indications were that the fight would be largely confined to two strong resolute sets of forwards. Scrum succeeded scrum, and so sure was the marking that every attempt at passing was nipped in the bud. Lawther did not make an auspicious start. His first fielding job was at fault, and was it not for the timely return of Wood the situation might have been critical. xyxy=(227,1728,393,1966)
scoring-event: —Game resumed. xyxy=(256,888,337,900)
article-paragraph: At a scrummaging force the Welsh pack so far had not justified the reputation which had preceded it, and the Scottish forwards, both in the tight and the loose, were giving a good account of themselves. When the ball came out on the Scottish side of the scrum, however, the Welsh wingers were very effective in smothering Scottish movements. When these did develop the marking of the Welsh three-quarters was so vigilant that every advance was checked. xyxy=(401,235,579,417)
